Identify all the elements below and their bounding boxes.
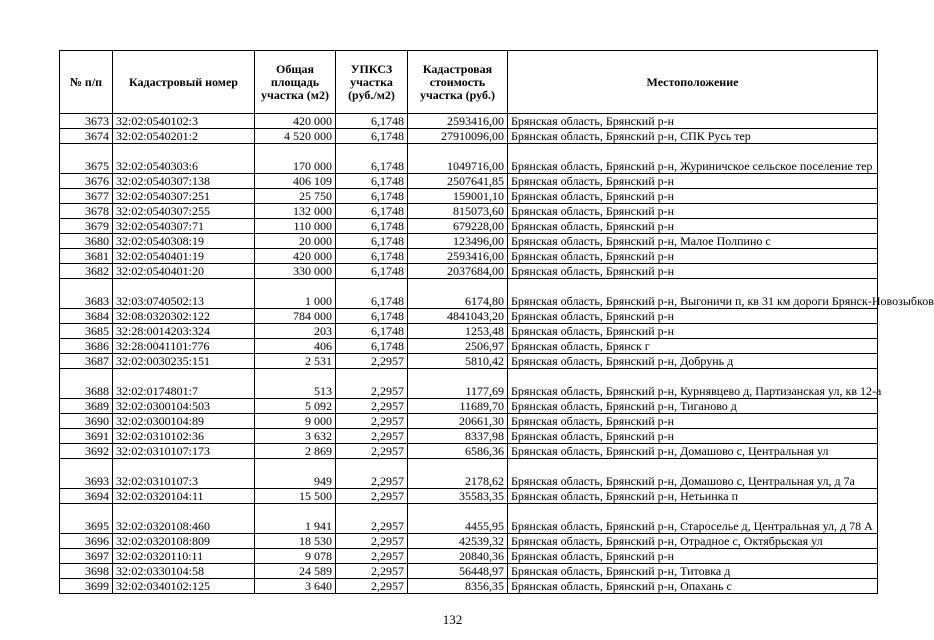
rate-value: 6,1748 [336,114,408,129]
cost-value: 42539,32 [408,534,508,549]
row-number: 3673 [60,114,113,129]
cost-value: 4455,95 [408,504,508,534]
location-text: Брянская область, Брянский р-н [508,114,878,129]
row-number: 3696 [60,534,113,549]
row-number: 3685 [60,324,113,339]
area-value: 24 589 [255,564,336,579]
rate-value: 6,1748 [336,174,408,189]
table-row [60,489,878,504]
area-value: 9 000 [255,414,336,429]
cost-value: 2037684,00 [408,264,508,279]
cost-value: 5810,42 [408,354,508,369]
table-row [60,459,878,489]
area-value: 420 000 [255,114,336,129]
rate-value: 6,1748 [336,219,408,234]
table-row [60,564,878,579]
cadastral-number: 32:02:0300104:89 [113,414,255,429]
cadastral-table [59,50,934,594]
area-value: 1 941 [255,504,336,534]
row-number: 3697 [60,549,113,564]
cost-value: 4841043,20 [408,309,508,324]
rate-value: 2,2957 [336,564,408,579]
row-number: 3687 [60,354,113,369]
area-value: 784 000 [255,309,336,324]
row-number: 3695 [60,504,113,534]
location-text: Брянская область, Брянский р-н [508,324,878,339]
cost-value: 56448,97 [408,564,508,579]
row-number: 3681 [60,249,113,264]
rate-value: 6,1748 [336,264,408,279]
rate-value: 2,2957 [336,444,408,459]
cost-value: 11689,70 [408,399,508,414]
cost-value: 27910096,00 [408,129,508,144]
cost-value: 20840,36 [408,549,508,564]
rate-value: 2,2957 [336,429,408,444]
table-row [60,129,878,144]
cadastral-number: 32:02:0330104:58 [113,564,255,579]
cost-value: 815073,60 [408,204,508,219]
table-row [60,279,878,309]
cadastral-number: 32:02:0030235:151 [113,354,255,369]
location-text: Брянская область, Брянский р-н, Опахань с [508,579,878,594]
cadastral-number: 32:02:0540201:2 [113,129,255,144]
cost-value: 159001,10 [408,189,508,204]
cadastral-number: 32:28:0014203:324 [113,324,255,339]
cost-value: 1177,69 [408,369,508,399]
location-text: Брянская область, Брянский р-н [508,219,878,234]
area-value: 110 000 [255,219,336,234]
location-text: Брянская область, Брянский р-н [508,264,878,279]
row-number: 3680 [60,234,113,249]
row-number: 3684 [60,309,113,324]
cadastral-number: 32:28:0041101:776 [113,339,255,354]
location-text: Брянская область, Брянский р-н, Журиничское сельское поселение тер [508,144,878,174]
row-number: 3692 [60,444,113,459]
table-row [60,234,878,249]
table-row [60,369,878,399]
rate-value: 6,1748 [336,279,408,309]
rate-value: 6,1748 [336,189,408,204]
rate-value: 6,1748 [336,249,408,264]
cost-value: 6586,36 [408,444,508,459]
cadastral-number: 32:02:0310102:36 [113,429,255,444]
cadastral-number: 32:02:0300104:503 [113,399,255,414]
rate-value: 2,2957 [336,354,408,369]
area-value: 15 500 [255,489,336,504]
table-row [60,324,878,339]
rate-value: 2,2957 [336,369,408,399]
cadastral-number: 32:02:0340102:125 [113,579,255,594]
cadastral-number: 32:02:0310107:3 [113,459,255,489]
header-cost: Кадастровая стоимость участка (руб.) [408,51,508,114]
location-text: Брянская область, Брянский р-н, Домашово с, Центральная ул, д 7а [508,459,878,489]
table-row [60,114,878,129]
cadastral-number: 32:03:0740502:13 [113,279,255,309]
cadastral-number: 32:02:0320104:11 [113,489,255,504]
area-value: 20 000 [255,234,336,249]
row-number: 3683 [60,279,113,309]
cost-value: 8356,35 [408,579,508,594]
table-row [60,204,878,219]
cost-value: 1253,48 [408,324,508,339]
rate-value: 6,1748 [336,324,408,339]
location-text: Брянская область, Брянский р-н, Нетьинка п [508,489,878,504]
area-value: 406 [255,339,336,354]
cadastral-number: 32:02:0540102:3 [113,114,255,129]
cost-value: 35583,35 [408,489,508,504]
area-value: 5 092 [255,399,336,414]
table-row [60,189,878,204]
table-row [60,309,878,324]
location-text: Брянская область, Брянск г [508,339,878,354]
location-text: Брянская область, Брянский р-н, Малое Полпино с [508,234,878,249]
cadastral-number: 32:02:0540401:19 [113,249,255,264]
table-row [60,504,878,534]
cadastral-number: 32:02:0540307:71 [113,219,255,234]
table-row [60,399,878,414]
location-text: Брянская область, Брянский р-н [508,249,878,264]
cost-value: 679228,00 [408,219,508,234]
page-number: 132 [442,612,463,627]
table-row [60,219,878,234]
location-text: Брянская область, Брянский р-н, Титовка д [508,564,878,579]
table-row [60,249,878,264]
table-row [60,549,878,564]
cost-value: 123496,00 [408,234,508,249]
rate-value: 2,2957 [336,579,408,594]
area-value: 3 632 [255,429,336,444]
table-row [60,414,878,429]
cost-value: 8337,98 [408,429,508,444]
area-value: 330 000 [255,264,336,279]
row-number: 3699 [60,579,113,594]
location-text: Брянская область, Брянский р-н [508,549,878,564]
row-number: 3693 [60,459,113,489]
location-text: Брянская область, Брянский р-н, Тиганово д [508,399,878,414]
rate-value: 6,1748 [336,339,408,354]
cost-value: 20661,30 [408,414,508,429]
cadastral-number: 32:02:0174801:7 [113,369,255,399]
table-row [60,264,878,279]
rate-value: 2,2957 [336,459,408,489]
table-body [60,114,934,594]
row-number: 3678 [60,204,113,219]
area-value: 203 [255,324,336,339]
row-number: 3698 [60,564,113,579]
area-value: 1 000 [255,279,336,309]
cadastral-number: 32:02:0310107:173 [113,444,255,459]
rate-value: 2,2957 [336,534,408,549]
location-text: Брянская область, Брянский р-н, Домашово с, Центральная ул [508,444,878,459]
cadastral-number: 32:08:0320302:122 [113,309,255,324]
area-value: 2 531 [255,354,336,369]
cadastral-number: 32:02:0540307:251 [113,189,255,204]
cadastral-number: 32:02:0320108:460 [113,504,255,534]
area-value: 513 [255,369,336,399]
area-value: 2 869 [255,444,336,459]
cost-value: 2593416,00 [408,249,508,264]
location-text: Брянская область, Брянский р-н [508,309,878,324]
area-value: 4 520 000 [255,129,336,144]
table-row [60,579,878,594]
row-number: 3688 [60,369,113,399]
rate-value: 2,2957 [336,414,408,429]
header-area: Общая площадь участка (м2) [255,51,336,114]
rate-value: 2,2957 [336,489,408,504]
area-value: 949 [255,459,336,489]
cost-value: 6174,80 [408,279,508,309]
cadastral-number: 32:02:0540303:6 [113,144,255,174]
table-row [60,339,878,354]
cost-value: 2178,62 [408,459,508,489]
area-value: 25 750 [255,189,336,204]
table-header-row [60,51,878,114]
row-number: 3694 [60,489,113,504]
location-text: Брянская область, Брянский р-н [508,174,878,189]
rate-value: 2,2957 [336,504,408,534]
header-rate: УПКСЗ участка (руб./м2) [336,51,408,114]
location-text: Брянская область, Брянский р-н [508,414,878,429]
area-value: 132 000 [255,204,336,219]
cadastral-number: 32:02:0320110:11 [113,549,255,564]
header-cadastral-number: Кадастровый номер [113,51,255,114]
area-value: 18 530 [255,534,336,549]
cost-value: 2506,97 [408,339,508,354]
location-text: Брянская область, Брянский р-н [508,429,878,444]
location-text: Брянская область, Брянский р-н, СПК Русь тер [508,129,878,144]
cadastral-number: 32:02:0540307:138 [113,174,255,189]
table-row [60,174,878,189]
rate-value: 6,1748 [336,144,408,174]
location-text: Брянская область, Брянский р-н, Староселье д, Центральная ул, д 78 А [508,504,878,534]
row-number: 3677 [60,189,113,204]
location-text: Брянская область, Брянский р-н, Выгоничи п, кв 31 км дороги Брянск-Новозыбков [508,279,878,309]
header-location: Местоположение [508,51,878,114]
rate-value: 6,1748 [336,309,408,324]
location-text: Брянская область, Брянский р-н, Отрадное с, Октябрьская ул [508,534,878,549]
rate-value: 2,2957 [336,399,408,414]
table-row [60,444,878,459]
row-number: 3689 [60,399,113,414]
rate-value: 6,1748 [336,204,408,219]
location-text: Брянская область, Брянский р-н, Добрунь д [508,354,878,369]
table-row [60,354,878,369]
rate-value: 6,1748 [336,129,408,144]
cost-value: 2507641,85 [408,174,508,189]
row-number: 3675 [60,144,113,174]
table-row [60,144,878,174]
location-text: Брянская область, Брянский р-н [508,204,878,219]
row-number: 3674 [60,129,113,144]
cadastral-number: 32:02:0320108:809 [113,534,255,549]
area-value: 3 640 [255,579,336,594]
area-value: 420 000 [255,249,336,264]
cost-value: 1049716,00 [408,144,508,174]
location-text: Брянская область, Брянский р-н [508,189,878,204]
row-number: 3691 [60,429,113,444]
table-row [60,429,878,444]
row-number: 3679 [60,219,113,234]
row-number: 3686 [60,339,113,354]
cadastral-number: 32:02:0540307:255 [113,204,255,219]
area-value: 406 109 [255,174,336,189]
cadastral-number: 32:02:0540401:20 [113,264,255,279]
header-num: № п/п [60,51,113,114]
row-number: 3690 [60,414,113,429]
rate-value: 6,1748 [336,234,408,249]
rate-value: 2,2957 [336,549,408,564]
row-number: 3676 [60,174,113,189]
area-value: 170 000 [255,144,336,174]
cost-value: 2593416,00 [408,114,508,129]
table-row [60,534,878,549]
area-value: 9 078 [255,549,336,564]
location-text: Брянская область, Брянский р-н, Курнявцево д, Партизанская ул, кв 12-а [508,369,878,399]
row-number: 3682 [60,264,113,279]
cadastral-number: 32:02:0540308:19 [113,234,255,249]
